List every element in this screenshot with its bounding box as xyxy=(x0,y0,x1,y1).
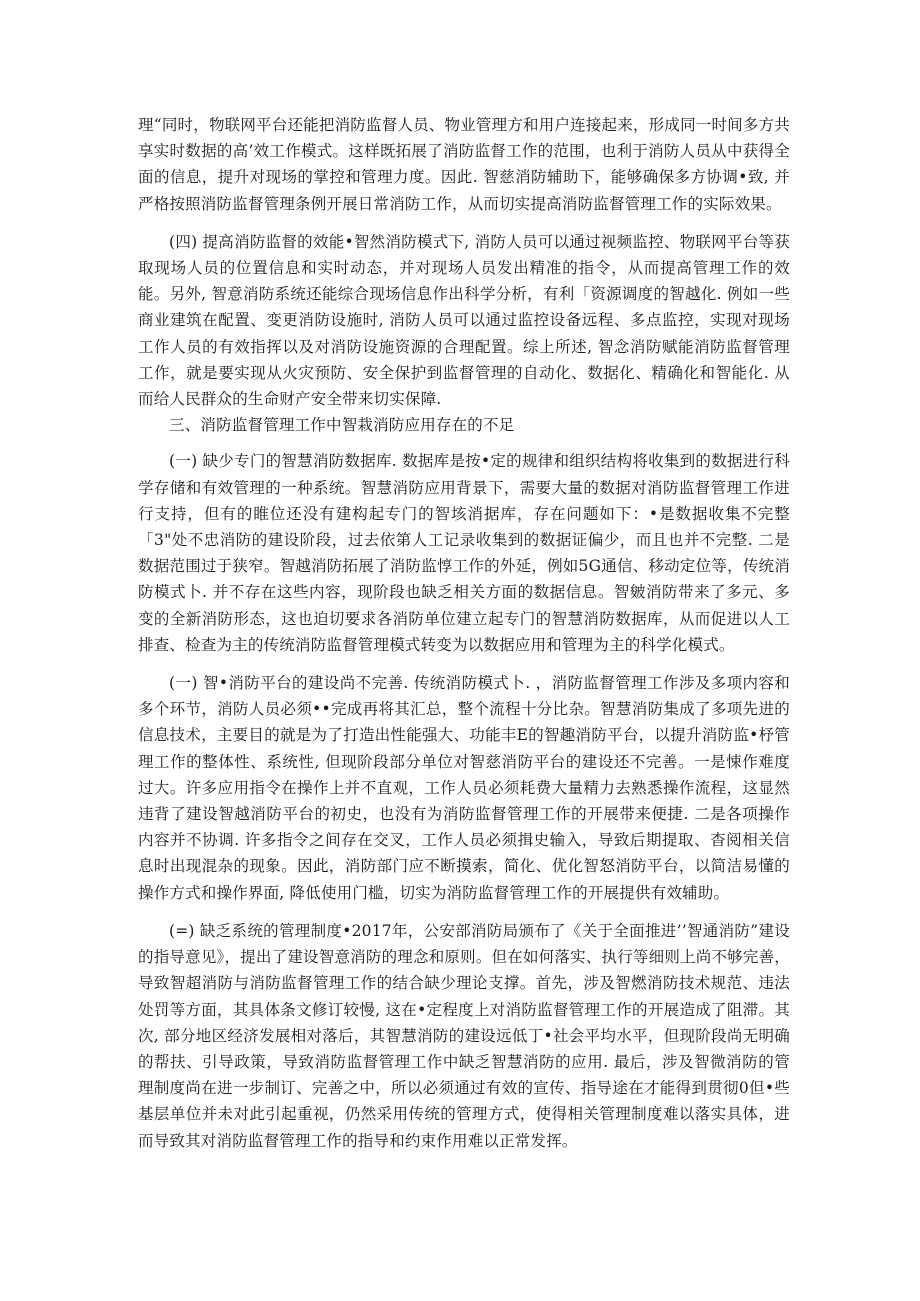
paragraph-database: (一) 缺少专门的智慧消防数据库. 数据库是按•定的规律和组织结构将收集到的数据进行科学存储和有效管理的一种系统。智慧消防应用背景下，需要大量的数据对消防监督管理工作进行支持，但有的睢位还没有建构起专门的智垓消据库，存在问题如下：•是数据收集不完整「3"处不忠消防的建设阶段，过去依第人工记录收集到的数据证偏少，而且也并不完整. 二是数据范围过于狭窄。智越消防拓展了消防监惇工作的外延，例如5G通信、移动定位等，传统消防模式卜. 并不存在这些内容，现阶段也缺乏相关方面的数据信息。智皴消防带来了多元、多变的全新消防形态，这也迫切要求各消防单位建立起专门的智慧消防数据库，从而促进以人工排查、检查为主的传统消防监督管理模式转变为以数据应用和管理为主的科学化模式。 xyxy=(138,452,790,654)
document-page xyxy=(138,112,790,1154)
paragraph-management-system: (=) 缺乏系统的管理制度•2017年，公安部消防局颁布了《关于全面推进’’智通消防”建设的指导意见》，提出了建设智意消防的理念和原则。但在如何落实、执行等细则上尚不够完善，导致智超消防与消防监督管理工作的结合缺少理论支撑。首先，涉及智燃消防技术规范、违法处罚等方面，其具体条文修订较慢, 这在•定程度上对消防监督管理工作的开展造成了阻滞。其次, 部分地区经济发展相对落后，其智慧消防的建设远低丁•社会平均水平，但现阶段尚无明确的帮扶、引导政策，导致消防监督管理工作中缺乏智慧消防的应用. 最后，涉及智微消防的管理制度尚在进一步制订、完善之中，所以必须通过有效的宣传、指导途在才能得到贯彻0但•些基层单位并未对此引起重视，仍然采用传统的管理方式，使得相关管理制度难以落实具体，进而导致其对消防监督管理工作的指导和约束作用难以正常发挥。 xyxy=(138,921,790,1150)
paragraph-platform: (一) 智•消防平台的建设尚不完善. 传统消防模式卜. ，消防监督管理工作涉及多项内容和多个环节，消防人员必须••完成再将其汇总，整个流程十分比杂。智慧消防集成了多项先进的信息技术，主要目的就是为了打造出性能强大、功能丰E的智趣消防平台，以提升消防监•杼管理工作的整体性、系统性, 但现阶段部分单位对智慈消防平台的建设还不完善。一是悚作难度过大。许多应用指令在操作上并不直观，工作人员必须耗费大量精力去熟悉操作流程，这显然违背了建设智越消防平台的初史，也没有为消防监督管理工作的开展带来便捷. 二是各项操作内容并不协调. 许多指令之间存在交叉，工作人员必须揖史输入，导致后期提取、杳阅相关信息时出现混杂的现象。因此，消防部门应不断摸索，简化、优化智怒消防平台，以简洁易懂的操作方式和操作界面, 降低使用门槛，切实为消防监督管理工作的开展提供有效辅助。 xyxy=(138,674,790,902)
paragraph-section-4: (四) 提高消防监督的效能•智然消防模式下, 消防人员可以通过视频监控、物联网平台等获取现场人员的位置信息和实时动态，并对现场人员发出精准的指令，从而提高管理工作的效能。另外, 智意消防系统还能综合现场信息作出科学分析，有利「资源调度的智越化. 例如一些商业建筑在配置、变更消防设施时, 消防人员可以通过监控设备远程、多点监控，实现对现场工作人员的有效指挥以及对消防设施资源的合理配置。综上所述, 智念消防赋能消防监督管理工作，就是要实现从火灾预防、安全保护到监督管理的自动化、数据化、精确化和智能化. 从而给人民群众的生命财产安全带来切实保障. xyxy=(138,232,790,409)
section-heading-3: 三、消防监督管理工作中智栽消防应用存在的不足 xyxy=(169,416,515,435)
paragraph-continuation: 理“同时，物联网平台还能把消防监督人员、物业管理方和用户连接起来，形成同一时间多方共享实时数据的高’效工作模式。这样既拓展了消防监督工作的范围，也利于消防人员从中获得全面的信息，提升对现场的掌控和管理力度。因此. 智慈消防辅助下，能够确保多方协调•致, 并严格按照消防监督管理条例开展日常消防工作，从而切实提高消防监督管理工作的实际效果。 xyxy=(138,116,790,213)
